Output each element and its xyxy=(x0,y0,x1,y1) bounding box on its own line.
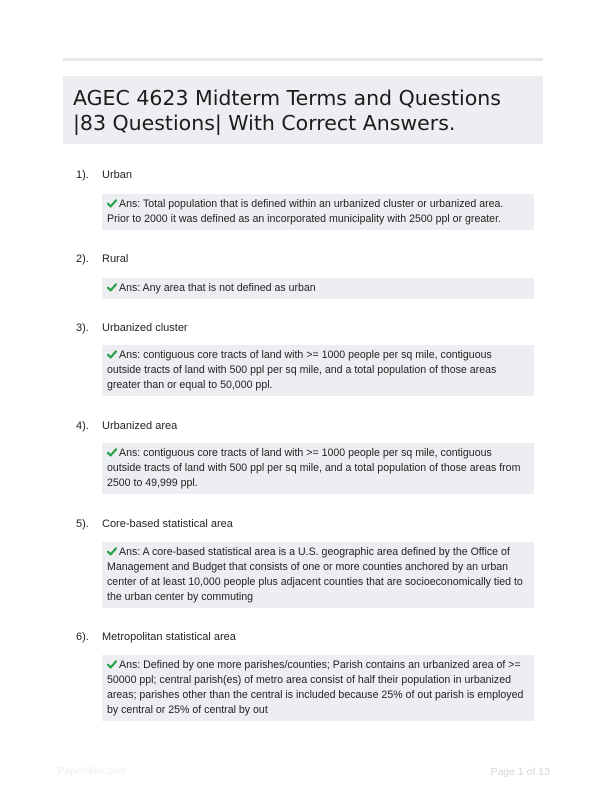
answer-line: Ans: Total population that is defined within an urbanized cluster or urbanized area. xyxy=(107,197,529,212)
answer-line: Ans: contiguous core tracts of land with >= 1000 people per sq mile, contiguous xyxy=(107,348,529,363)
question-term: Urbanized area xyxy=(102,420,178,432)
answer-line: greater than or equal to 50,000 ppl. xyxy=(107,379,273,391)
check-icon xyxy=(107,660,119,669)
answer-line: by central or 25% of central by out xyxy=(107,704,268,716)
answer-box xyxy=(102,345,534,396)
footer-watermark: PaperNibs.com xyxy=(58,766,127,777)
answer-line: Prior to 2000 it was defined as an incorporated municipality with 2500 ppl or greater. xyxy=(107,213,501,225)
answer-line: 2500 to 49,999 ppl. xyxy=(107,477,198,489)
question-number: 5). xyxy=(76,518,89,530)
answer-line: Ans: contiguous core tracts of land with >= 1000 people per sq mile, contiguous xyxy=(107,446,529,461)
document-title: AGEC 4623 Midterm Terms and Questions |83 Questions| With Correct Answers. xyxy=(73,86,501,135)
answer-box xyxy=(102,443,534,494)
question-term: Urbanized cluster xyxy=(102,322,188,334)
question-term: Metropolitan statistical area xyxy=(102,631,236,643)
answer-line: areas; parishes other than the central is included because 25% of out parish is employed xyxy=(107,689,524,701)
answer-line: center of at least 10,000 people plus adjacent counties that are socioeconomically tied to xyxy=(107,576,523,588)
page-indicator: Page 1 of 13 xyxy=(490,766,550,778)
check-icon xyxy=(107,199,119,208)
title-banner xyxy=(63,76,543,144)
answer-line: outside tracts of land with 500 ppl per sq mile, and a total population of those areas xyxy=(107,364,497,376)
question-number: 4). xyxy=(76,420,89,432)
answer-box xyxy=(102,542,534,608)
top-divider xyxy=(63,58,543,61)
answer-box xyxy=(102,655,534,721)
answer-line: Management and Budget that consists of one or more counties anchored by an urban xyxy=(107,561,509,573)
answer-box xyxy=(102,194,534,230)
answer-line: outside tracts of land with 500 ppl per sq mile, and a total population of those areas from xyxy=(107,462,521,474)
check-icon xyxy=(107,448,119,457)
question-number: 6). xyxy=(76,631,89,643)
answer-box xyxy=(102,278,534,299)
answer-line: the urban center by commuting xyxy=(107,591,254,603)
answer-line: Ans: A core-based statistical area is a U.S. geographic area defined by the Office of xyxy=(107,545,529,560)
check-icon xyxy=(107,547,119,556)
question-number: 3). xyxy=(76,322,89,334)
answer-line: 50000 ppl; central parish(es) of metro area consist of half their population in urbanized xyxy=(107,674,511,686)
question-term: Rural xyxy=(102,253,129,265)
question-number: 1). xyxy=(76,169,89,181)
question-term: Urban xyxy=(102,169,132,181)
check-icon xyxy=(107,283,119,292)
answer-line: Ans: Defined by one more parishes/counties; Parish contains an urbanized area of >= xyxy=(107,658,529,673)
answer-line: Ans: Any area that is not defined as urban xyxy=(107,281,529,296)
question-number: 2). xyxy=(76,253,89,265)
check-icon xyxy=(107,350,119,359)
question-term: Core-based statistical area xyxy=(102,518,233,530)
